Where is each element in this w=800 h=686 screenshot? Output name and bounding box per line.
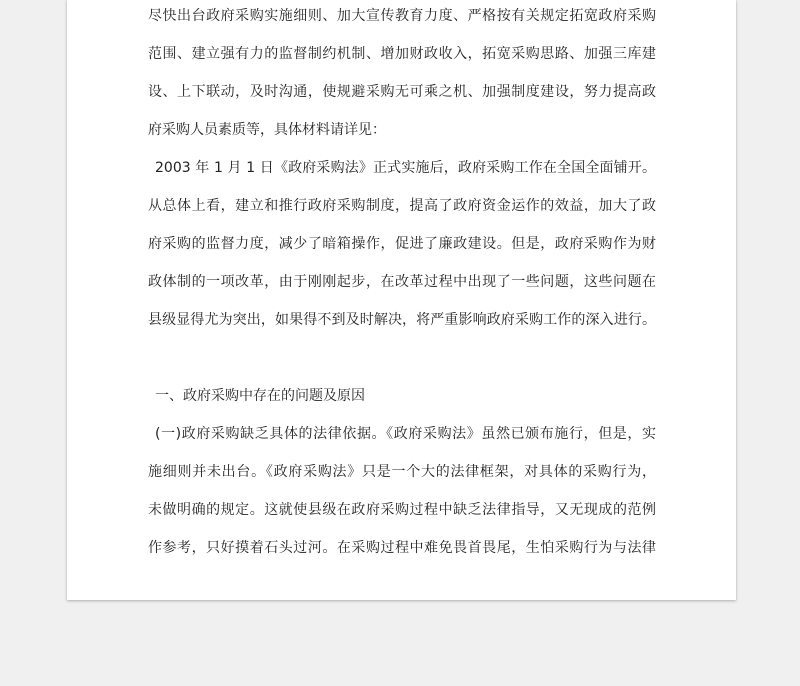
document-page [67, 0, 736, 600]
text-line: 县级显得尤为突出，如果得不到及时解决，将严重影响政府采购工作的深入进行。 [148, 312, 656, 328]
section-heading: 一、政府采购中存在的问题及原因 [155, 388, 365, 404]
text-line: (一)政府采购缺乏具体的法律依据。《政府采购法》虽然已颁布施行，但是，实 [155, 426, 656, 442]
text-line: 从总体上看，建立和推行政府采购制度，提高了政府资金运作的效益，加大了政 [148, 198, 656, 214]
text-line: 作参考，只好摸着石头过河。在采购过程中难免畏首畏尾，生怕采购行为与法律 [148, 540, 656, 556]
text-line: 2003 年 1 月 1 日《政府采购法》正式实施后，政府采购工作在全国全面铺开。 [155, 160, 656, 176]
text-line: 府采购人员素质等，具体材料请详见： [148, 122, 386, 138]
text-line: 府采购的监督力度，减少了暗箱操作，促进了廉政建设。但是，政府采购作为财 [148, 236, 656, 252]
text-line: 未做明确的规定。这就使县级在政府采购过程中缺乏法律指导，又无现成的范例 [148, 502, 656, 518]
document-body [148, 0, 656, 567]
text-line: 尽快出台政府采购实施细则、加大宣传教育力度、严格按有关规定拓宽政府采购 [148, 8, 656, 24]
text-line: 范围、建立强有力的监督制约机制、增加财政收入，拓宽采购思路、加强三库建 [148, 46, 656, 62]
blank-line [148, 339, 656, 377]
text-line: 施细则并未出台。《政府采购法》只是一个大的法律框架，对具体的采购行为， [148, 464, 656, 480]
text-line: 政体制的一项改革，由于刚刚起步，在改革过程中出现了一些问题，这些问题在 [148, 274, 656, 290]
text-line: 设、上下联动，及时沟通，使规避采购无可乘之机、加强制度建设，努力提高政 [148, 84, 656, 100]
